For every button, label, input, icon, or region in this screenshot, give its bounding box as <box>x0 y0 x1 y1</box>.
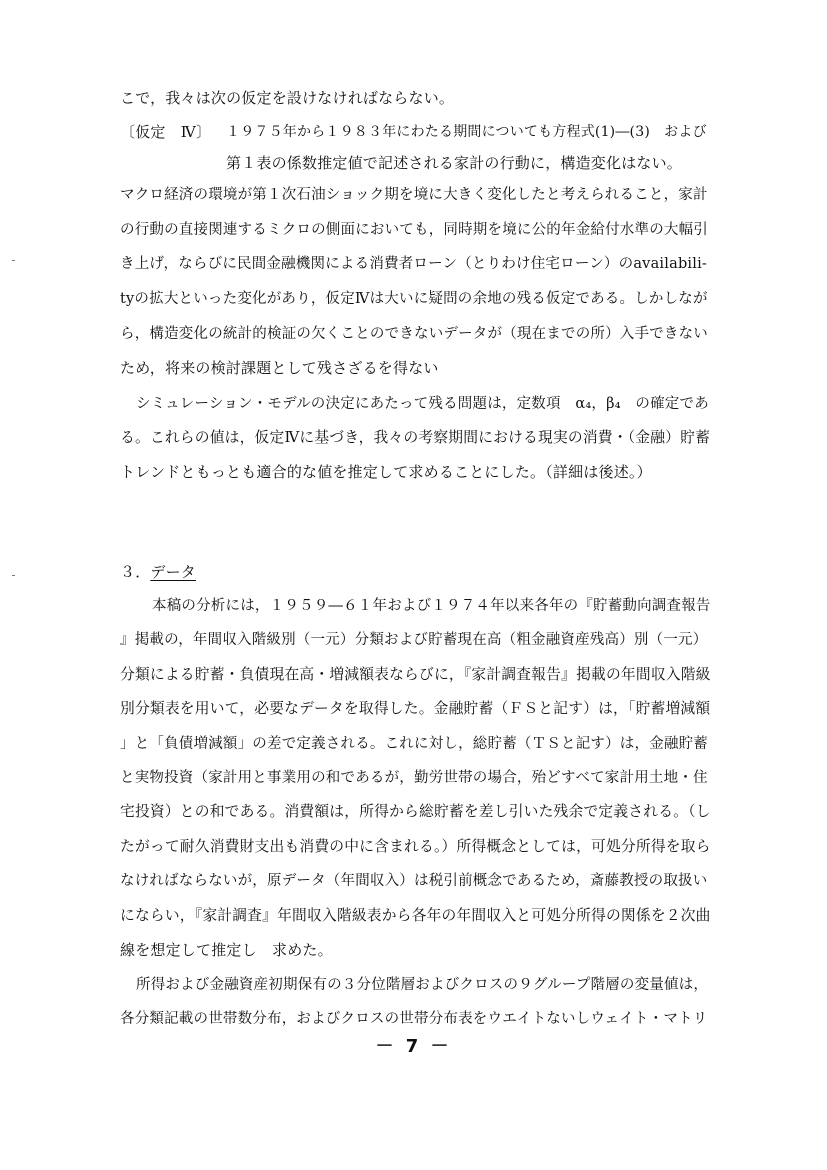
paragraph-line: トレンドともっとも適合的な値を推定して求めることにした。（詳細は後述。） <box>120 463 652 481</box>
scan-mark <box>12 260 15 261</box>
paragraph-line: 本稿の分析には，１９５９―６１年および１９７４年以来各年の『貯蓄動向調査報告 <box>152 598 711 614</box>
paragraph-line: たがって耐久消費財支出も消費の中に含まれる。）所得概念としては，可処分所得を取ら <box>120 838 711 855</box>
paragraph-line: マクロ経済の環境が第１次石油ショック期を境に大きく変化したと考えられること，家計 <box>120 187 708 203</box>
paragraph-line: 各分類記載の世帯数分布，およびクロスの世帯分布表をウエイトないしウェイト・マトリ <box>120 1011 708 1027</box>
paragraph-line: シミュレーション・モデルの決定にあたって残る問題は，定数項 α₄，β₄ の確定であ <box>136 396 709 412</box>
paragraph-line: と実物投資（家計用と事業用の和であるが，勤労世帯の場合，殆どすべて家計用土地・住 <box>120 770 708 786</box>
paragraph-line: 」と「負債増減額」の差で定義される。これに対し，総貯蓄（ＴＳと記す）は，金融貯蓄 <box>120 736 708 752</box>
paragraph-line: 』掲載の，年間収入階級別（一元）分類および貯蓄現在高（粗金融資産残高）別（一元） <box>120 632 708 648</box>
paragraph-line: ため，将来の検討課題として残さざるを得ない <box>120 359 439 377</box>
section-title: データ <box>150 563 197 581</box>
assumption-text-line-1: １９７５年から１９８３年にわたる期間についても方程式(1)―(3) および <box>226 124 707 140</box>
section-heading <box>120 562 196 582</box>
paragraph-line: 分類による貯蓄・負債現在高・増減額表ならびに，『家計調査報告』掲載の年間収入階級 <box>120 666 711 683</box>
paragraph-line: 別分類表を用いて，必要なデータを取得した。金融貯蓄（ＦＳと記す）は，「貯蓄増減額 <box>120 700 711 717</box>
paragraph-line: の行動の直接関連するミクロの側面においても，同時期を境に公的年金給付水準の大幅引 <box>120 222 708 238</box>
paragraph-line: こで，我々は次の仮定を設けなければならない。 <box>120 89 455 107</box>
section-number: ３． <box>120 563 151 581</box>
paragraph-line: 所得および金融資産初期保有の３分位階層およびクロスの９グループ階層の変量値は， <box>136 977 709 993</box>
assumption-label: 〔仮定 Ⅳ〕 <box>120 123 212 141</box>
paragraph-line: 線を想定して推定し 求めた。 <box>120 941 333 959</box>
page-number: － 7 － <box>375 1036 452 1057</box>
paragraph-line: tyの拡大といった変化があり，仮定Ⅳは大いに疑問の余地の残る仮定である。しかしなが <box>120 291 708 307</box>
paragraph-line: る。これらの値は，仮定Ⅳに基づき，我々の考察期間における現実の消費・（金融）貯蓄 <box>120 429 711 446</box>
paragraph-line: き上げ，ならびに民間金融機関による消費者ローン（とりわけ住宅ローン）のavailabili- <box>120 256 708 272</box>
paragraph-line: 宅投資）との和である。消費額は，所得から総貯蓄を差し引いた残余で定義される。（し <box>120 803 711 820</box>
paragraph-line: にならい，『家計調査』年間収入階級表から各年の年間収入と可処分所得の関係を２次曲 <box>120 907 711 924</box>
assumption-text-line-2: 第１表の係数推定値で記述される家計の行動に，構造変化はない。 <box>226 154 683 172</box>
paragraph-line: なければならないが，原データ（年間収入）は税引前概念であるため，斎藤教授の取扱い <box>120 873 708 889</box>
scan-mark <box>12 575 15 576</box>
paragraph-line: ら，構造変化の統計的検証の欠くことのできないデータが（現在までの所）入手できない <box>120 326 708 342</box>
